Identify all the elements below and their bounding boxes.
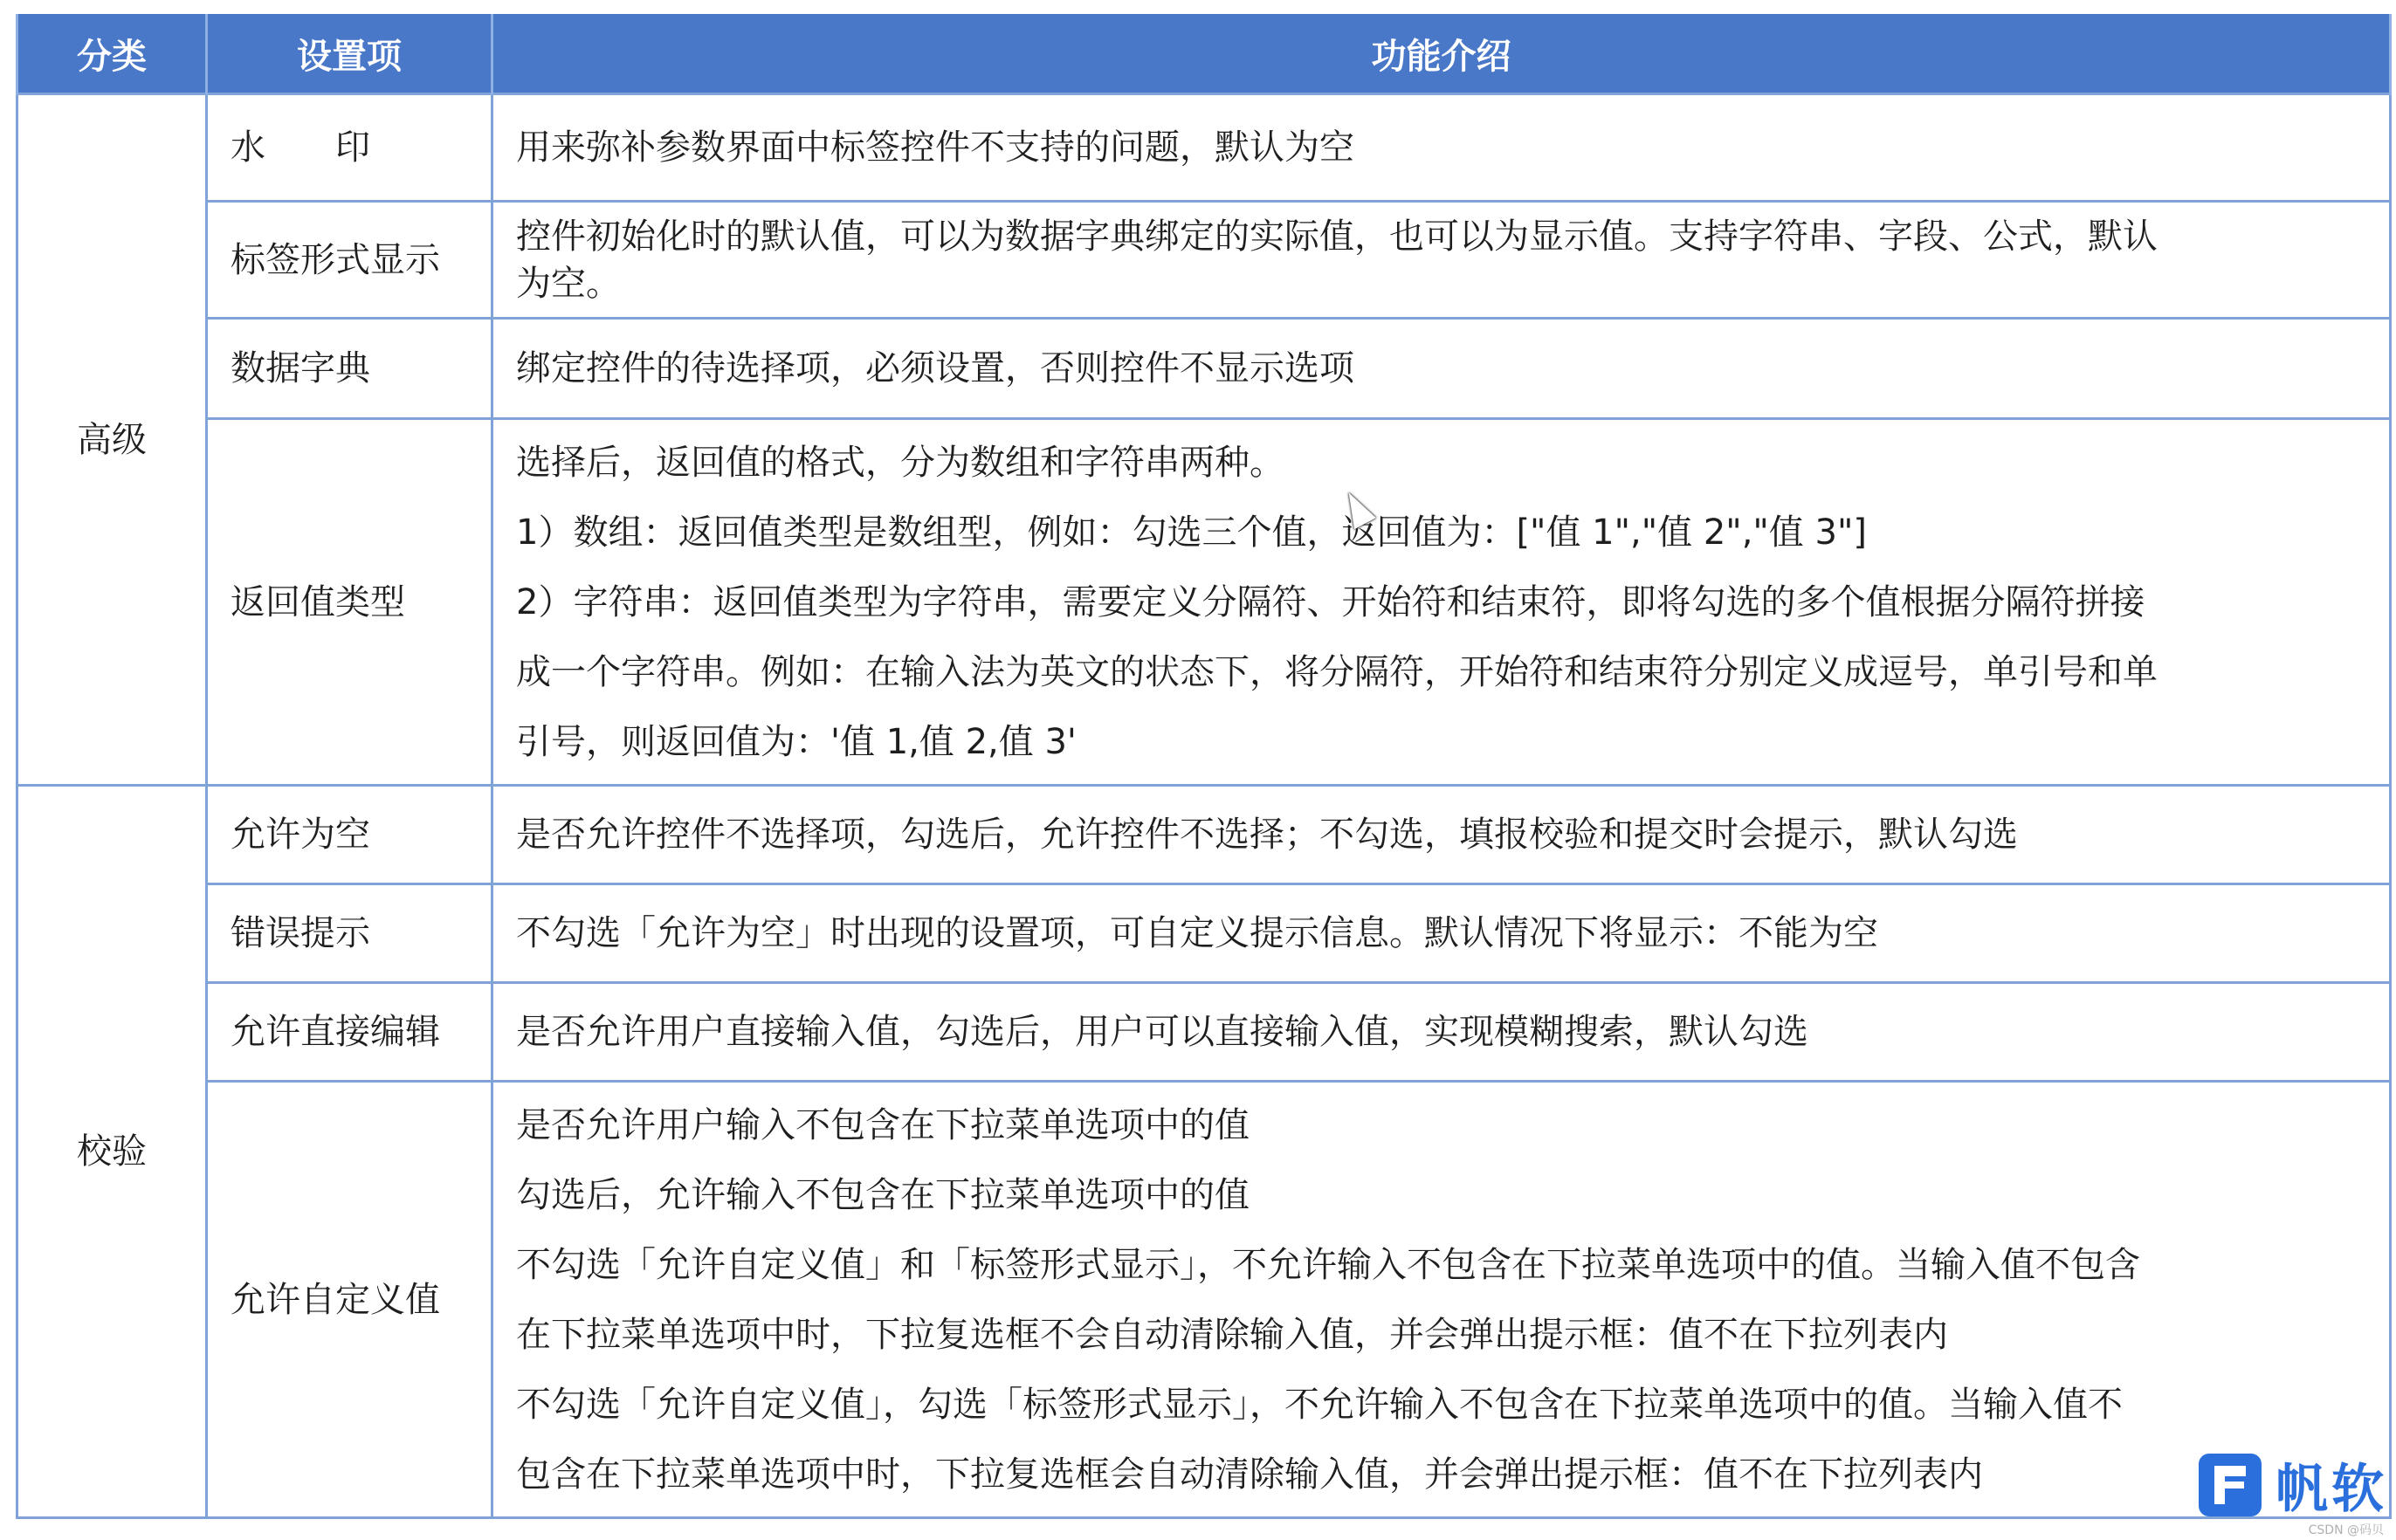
description-line: 不勾选「允许自定义值」，勾选「标签形式显示」，不允许输入不包含在下拉菜单选项中的值。当输入值不 [516, 1384, 2123, 1425]
table-row [17, 884, 2391, 983]
description-line: 2）字符串：返回值类型为字符串，需要定义分隔符、开始符和结束符，即将勾选的多个值根据分隔符拼接 [516, 581, 2145, 622]
description-line: 勾选后，允许输入不包含在下拉菜单选项中的值 [516, 1174, 1250, 1215]
setting-item: 允许为空 [207, 786, 492, 884]
table-row [17, 786, 2391, 884]
description-line: 控件初始化时的默认值，可以为数据字典绑定的实际值，也可以为显示值。支持字符串、字段、公式，默认 [516, 216, 2158, 257]
description-line: 引号，则返回值为：'值 1,值 2,值 3' [516, 721, 1077, 762]
table-row [17, 202, 2391, 319]
category-cell-advanced: 高级 [17, 94, 207, 786]
table-row [17, 319, 2391, 419]
logo-text: 帆软 [2276, 1459, 2387, 1520]
description-line: 不勾选「允许为空」时出现的设置项，可自定义提示信息。默认情况下将显示：不能为空 [516, 913, 1878, 953]
description-line: 不勾选「允许自定义值」和「标签形式显示」，不允许输入不包含在下拉菜单选项中的值。当输入值不包含 [516, 1244, 2140, 1285]
fanruan-logo [2199, 1447, 2387, 1523]
description-line: 是否允许用户直接输入值，勾选后，用户可以直接输入值，实现模糊搜索，默认勾选 [516, 1012, 1808, 1052]
description-line: 包含在下拉菜单选项中时，下拉复选框会自动清除输入值，并会弹出提示框：值不在下拉列表内 [516, 1454, 1983, 1495]
setting-item: 水 印 [207, 94, 492, 202]
header-category: 分类 [17, 14, 207, 94]
description-cell [492, 419, 2391, 786]
credit-text: CSDN @码贝 [2308, 1523, 2384, 1537]
description-line: 用来弥补参数界面中标签控件不支持的问题，默认为空 [516, 127, 1354, 168]
table-row [17, 419, 2391, 786]
settings-table [16, 14, 2392, 1519]
description-cell [492, 983, 2391, 1082]
description-line: 成一个字符串。例如：在输入法为英文的状态下，将分隔符，开始符和结束符分别定义成逗号，单引号和单 [516, 651, 2158, 692]
settings-table-page [16, 14, 2389, 1519]
description-cell [492, 1082, 2391, 1518]
header-setting: 设置项 [207, 14, 492, 94]
description-cell [492, 94, 2391, 202]
description-cell [492, 202, 2391, 319]
category-cell-validation: 校验 [17, 786, 207, 1518]
description-line: 为空。 [516, 263, 621, 304]
description-line: 选择后，返回值的格式，分为数组和字符串两种。 [516, 442, 1284, 483]
table-header-row [17, 14, 2391, 94]
setting-item: 返回值类型 [207, 419, 492, 786]
description-line: 是否允许用户输入不包含在下拉菜单选项中的值 [516, 1104, 1250, 1145]
fanruan-logo-icon [2199, 1454, 2262, 1516]
header-description: 功能介绍 [492, 14, 2391, 94]
table-row [17, 1082, 2391, 1518]
description-line: 1）数组：返回值类型是数组型，例如：勾选三个值，返回值为：["值 1","值 2","值 3"] [516, 512, 1867, 553]
description-cell [492, 786, 2391, 884]
description-cell [492, 319, 2391, 419]
setting-item: 数据字典 [207, 319, 492, 419]
setting-item: 标签形式显示 [207, 202, 492, 319]
table-row [17, 983, 2391, 1082]
setting-item: 允许自定义值 [207, 1082, 492, 1518]
setting-item: 错误提示 [207, 884, 492, 983]
description-line: 是否允许控件不选择项，勾选后，允许控件不选择；不勾选，填报校验和提交时会提示，默认勾选 [516, 815, 2018, 855]
description-cell [492, 884, 2391, 983]
table-row [17, 94, 2391, 202]
description-line: 绑定控件的待选择项，必须设置，否则控件不显示选项 [516, 348, 1354, 388]
description-line: 在下拉菜单选项中时，下拉复选框不会自动清除输入值，并会弹出提示框：值不在下拉列表内 [516, 1314, 1948, 1355]
setting-item: 允许直接编辑 [207, 983, 492, 1082]
